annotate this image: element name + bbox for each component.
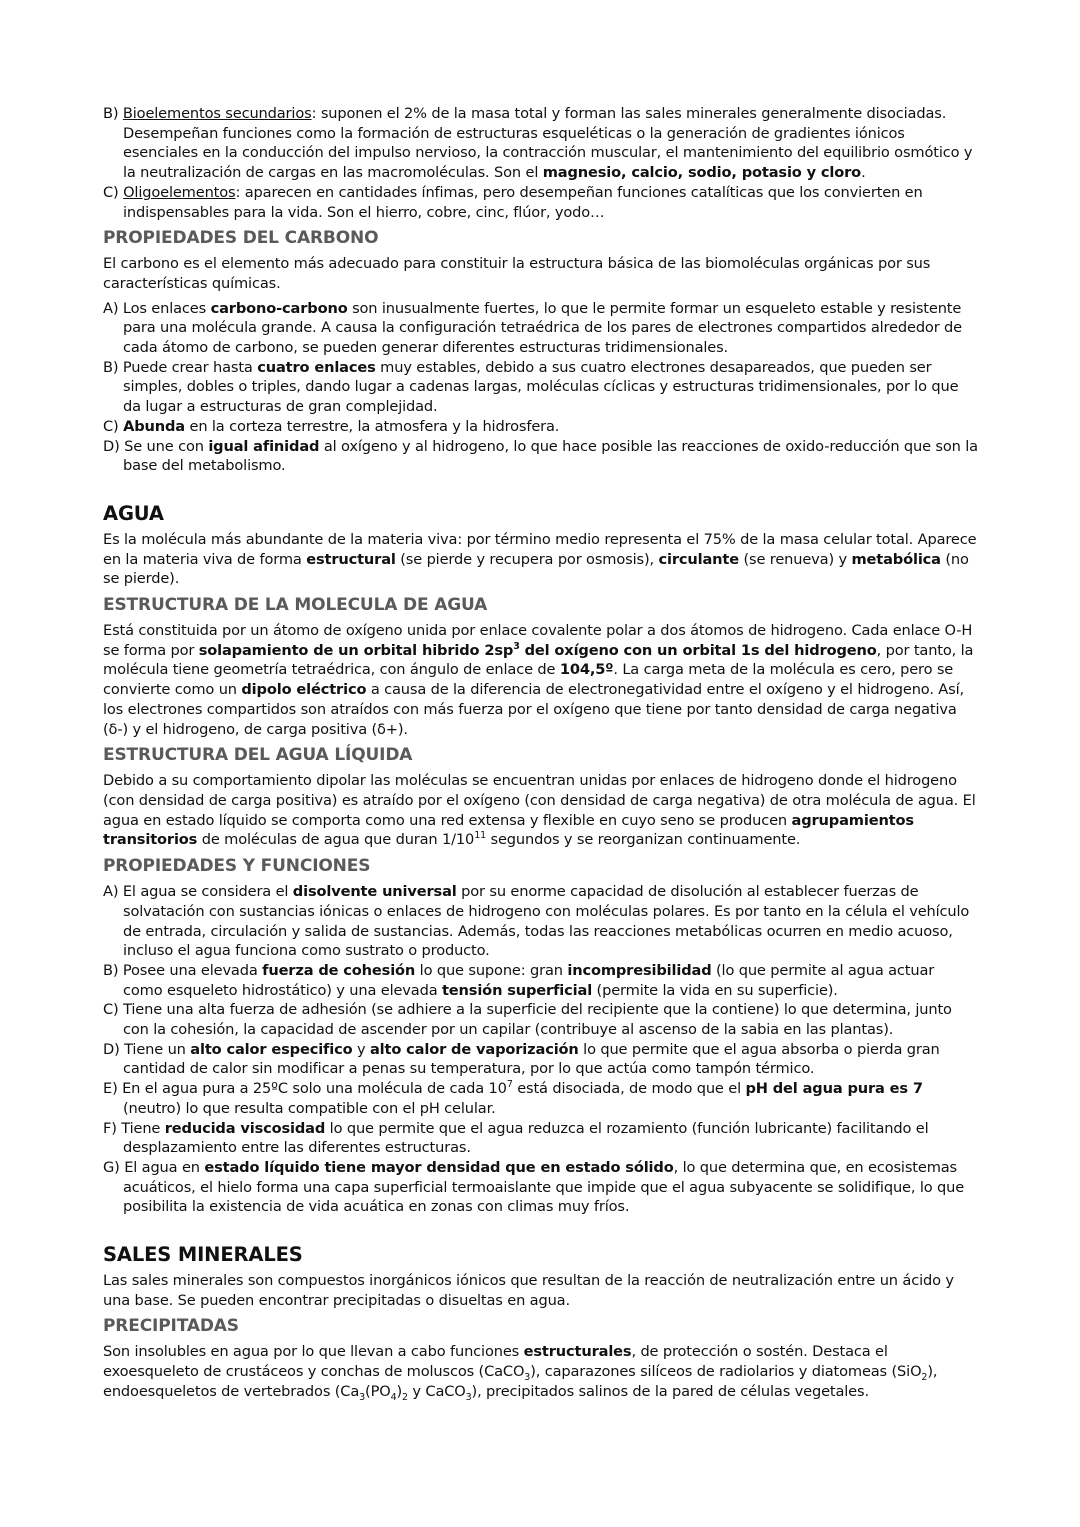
text-run: segundos y se reorganizan continuamente. [486,831,801,849]
text-run: E) En el agua pura a 25ºC solo una molécula de cada 10 [103,1080,507,1098]
text-run: C) [103,417,124,435]
text-run: muy estables, debido a sus cuatro electrones desapareados, que pueden ser simples, dobles o triples, dando lugar a cadenas largas, moléculas cíclicas y estructuras tridimensionales, por lo que da lugar a estructuras de gran complejidad. [123,358,959,416]
text-run: ) [396,1382,403,1400]
paragraph [103,621,978,739]
list-item [103,299,978,358]
text-run: B) Posee una elevada [103,961,263,979]
bold-text: dipolo eléctrico [241,681,367,699]
text-run: F) Tiene [103,1119,165,1137]
document-page [103,104,978,1407]
text-run: ), precipitados salinos de la pared de células vegetales. [471,1382,869,1400]
bold-text: fuerza de cohesión [262,961,416,979]
bold-text: estructurales [523,1343,632,1361]
text-run: . [861,164,866,182]
bold-text: del oxígeno con un orbital 1s del hidrogeno [519,641,877,659]
bold-text: igual afinidad [208,437,320,455]
section-heading: SALES MINERALES [103,1243,303,1267]
text-run: D) Tiene un [103,1040,191,1058]
bold-text: 3 [359,1391,366,1403]
bold-text: 2 [921,1372,928,1384]
text-run: lo que permite que el agua reduzca el rozamiento (función lubricante) facilitando el desplazamiento entre las diferentes estructuras. [123,1119,929,1157]
bold-text: magnesio, calcio, sodio, potasio y cloro [542,164,862,182]
bold-text: alto calor especifico [190,1040,353,1058]
bold-text: circulante [658,550,739,568]
text-run: ), endoesqueletos de vertebrados (Ca [103,1363,938,1400]
text-run: Son insolubles en agua por lo que llevan a cabo funciones [103,1343,524,1361]
bold-text: tensión superficial [441,981,593,999]
text-run: lo que supone: gran [415,961,568,979]
list-item [103,1158,978,1217]
paragraph [103,1342,978,1401]
lettered-list [103,882,978,1217]
text-run: G) El agua en [103,1158,205,1176]
paragraph [103,254,978,293]
text-run: A) Los enlaces [103,299,211,317]
text-run: lo que permite que el agua absorba o pierda gran cantidad de calor sin modificar a penas su temperatura, por lo que actúa como tampón térmico. [123,1040,940,1078]
bold-text: 4 [390,1391,397,1403]
paragraph [103,771,978,850]
text-run: (se pierde y recupera por osmosis), [395,550,659,568]
text-run: A) El agua se considera el [103,883,293,901]
text-run: de moléculas de agua que duran 1/10 [197,831,475,849]
text-run: (se renueva) y [738,550,852,568]
bold-text: reducida viscosidad [164,1119,326,1137]
bold-text: 2 [402,1391,408,1403]
list-item [103,961,978,1000]
list-item [103,417,978,437]
text-run: 7 [506,1079,513,1091]
text-run: y [352,1040,370,1058]
text-run: C) Tiene una alta fuerza de adhesión (se adhiere a la superficie del recipiente que la contiene) lo que determina, junto con la cohesión, la capacidad de ascender por un capilar (contribuye al ascenso de la sabia en las plantas). [103,1001,952,1039]
underlined-term: Oligoelementos [123,183,236,201]
text-run: por su enorme capacidad de disolución al establecer fuerzas de solvatación con sustancias iónicas o enlaces de hidrogeno con moléculas polares. Es por tanto en la célula el vehículo de entrada, circulación y salida de sustancias. Además, todas las reacciones metabólicas ocurren en medio acuoso, incluso el agua funciona como sustrato o producto. [123,883,970,960]
text-run: (PO [365,1382,391,1400]
text-run: , por tanto, la molécula tiene geometría tetraédrica, con ángulo de enlace de [103,641,974,679]
paragraph [103,1271,978,1310]
list-item [103,1079,978,1118]
text-run: B) [103,105,123,122]
text-run: ), caparazones silíceos de radiolarios y diatomeas (SiO [530,1363,922,1381]
text-run: : aparecen en cantidades ínfimas, pero desempeñan funciones catalíticas que los convierten en indispensables para la vida. Son el hierro, cobre, cinc, flúor, yodo… [123,183,923,221]
bold-text: metabólica [851,550,941,568]
text-run: El carbono es el elemento más adecuado para constituir la estructura básica de las biomoléculas orgánicas por sus características químicas. [103,255,931,292]
bold-text: Abunda [123,417,185,435]
bold-text: 104,5º [559,661,614,679]
text-run: Está constituida por un átomo de oxígeno unida por enlace covalente polar a dos átomos de hidrogeno. Cada enlace O-H se forma por [103,622,973,659]
text-run: está disociada, de modo que el [512,1080,746,1098]
text-run: B) Puede crear hasta [103,358,258,376]
text-run: (lo que permite al agua actuar como esqueleto hidrostático) y una elevada [123,961,935,999]
text-run: C) [103,183,124,201]
text-run: son inusualmente fuertes, lo que le permite formar un esqueleto estable y resistente para una molécula grande. A causa la configuración tetraédrica de los pares de electrones compartidos alrededor de cada átomo de carbono, se pueden generar diferentes estructuras tridimensionales. [123,299,962,357]
text-run: 11 [474,830,486,842]
list-item [103,358,978,417]
text-run: y CaCO [407,1382,466,1400]
text-run: (permite la vida en su superficie). [592,981,838,999]
subsection-heading: ESTRUCTURA DE LA MOLECULA DE AGUA [103,595,488,616]
bold-text: solapamiento de un orbital hibrido 2sp [198,641,514,659]
list-item [103,437,978,476]
subsection-heading: PROPIEDADES Y FUNCIONES [103,856,371,877]
bold-text: 3 [465,1391,472,1403]
bold-text: 3 [513,640,520,652]
bold-text: 3 [524,1372,531,1384]
lettered-list [103,104,978,222]
text-run: al oxígeno y al hidrogeno, lo que hace posible las reacciones de oxido-reducción que son la base del metabolismo. [123,437,978,475]
text-run: Debido a su comportamiento dipolar las moléculas se encuentran unidas por enlaces de hidrogeno donde el hidrogeno (con densidad de carga positiva) es atraído por el oxígeno (con densidad de carga negativa) de otra molécula de agua. El agua en estado líquido se comporta como una red extensa y flexible en cuyo seno se producen [103,772,976,829]
list-item [103,1040,978,1079]
list-item [103,1119,978,1158]
paragraph [103,530,978,589]
bold-text: pH del agua pura es 7 [745,1080,923,1098]
bold-text: disolvente universal [292,883,457,901]
text-run: Es la molécula más abundante de la materia viva: por término medio representa el 75% de la masa celular total. Aparece en la materia viva de forma [103,530,977,568]
bold-text: carbono-carbono [210,299,348,317]
subsection-heading: PRECIPITADAS [103,1316,239,1337]
bold-text: alto calor de vaporización [369,1040,579,1058]
bold-text: estado líquido tiene mayor densidad que en estado sólido [204,1158,674,1176]
list-item [103,183,978,222]
bold-text: incompresibilidad [567,961,712,979]
text-run: . La carga meta de la molécula es cero, pero se convierte como un [103,661,954,699]
underlined-term: Bioelementos secundarios [122,105,312,122]
bold-text: estructural [306,550,396,568]
lettered-list [103,299,978,476]
text-run: D) Se une con [103,437,209,455]
text-run: (no se pierde). [103,550,969,588]
list-item [103,882,978,961]
text-run: a causa de la diferencia de electronegatividad entre el oxígeno y el hidrogeno. Así, los electrones compartidos son atraídos con más fuerza por el oxígeno que tiene por tanto densidad de carga negativa (δ-) y el hidrogeno, de carga positiva (δ+). [103,681,964,738]
list-item [103,104,978,183]
subsection-heading: ESTRUCTURA DEL AGUA LÍQUIDA [103,745,413,766]
text-run: en la corteza terrestre, la atmosfera y la hidrosfera. [185,417,560,435]
text-run: , de protección o sostén. Destaca el exoesqueleto de crustáceos y conchas de moluscos (CaCO [103,1343,888,1381]
section-heading: AGUA [103,501,164,525]
text-run: (neutro) lo que resulta compatible con el pH celular. [123,1099,496,1117]
text-run: , lo que determina que, en ecosistemas acuáticos, el hielo forma una capa superficial termoaislante que impide que el agua subyacente se solidifique, lo que posibilita la existencia de vida acuática en zonas con climas muy fríos. [123,1158,965,1216]
subsection-heading: PROPIEDADES DEL CARBONO [103,228,379,249]
text-run: : suponen el 2% de la masa total y forman las sales minerales generalmente disociadas. Desempeñan funciones como la formación de estructuras esqueléticas o la generación de gradientes iónicos esenciales en la conducción del impulso nervioso, la contracción muscular, el mantenimiento del equilibrio osmótico y la neutralización de cargas en las macromoléculas. Son el [123,105,973,182]
bold-text: agrupamientos transitorios [103,811,914,849]
list-item [103,1000,978,1039]
text-run: Las sales minerales son compuestos inorgánicos iónicos que resultan de la reacción de neutralización entre un ácido y una base. Se pueden encontrar precipitadas o disueltas en agua. [103,1272,954,1309]
bold-text: cuatro enlaces [257,358,376,376]
